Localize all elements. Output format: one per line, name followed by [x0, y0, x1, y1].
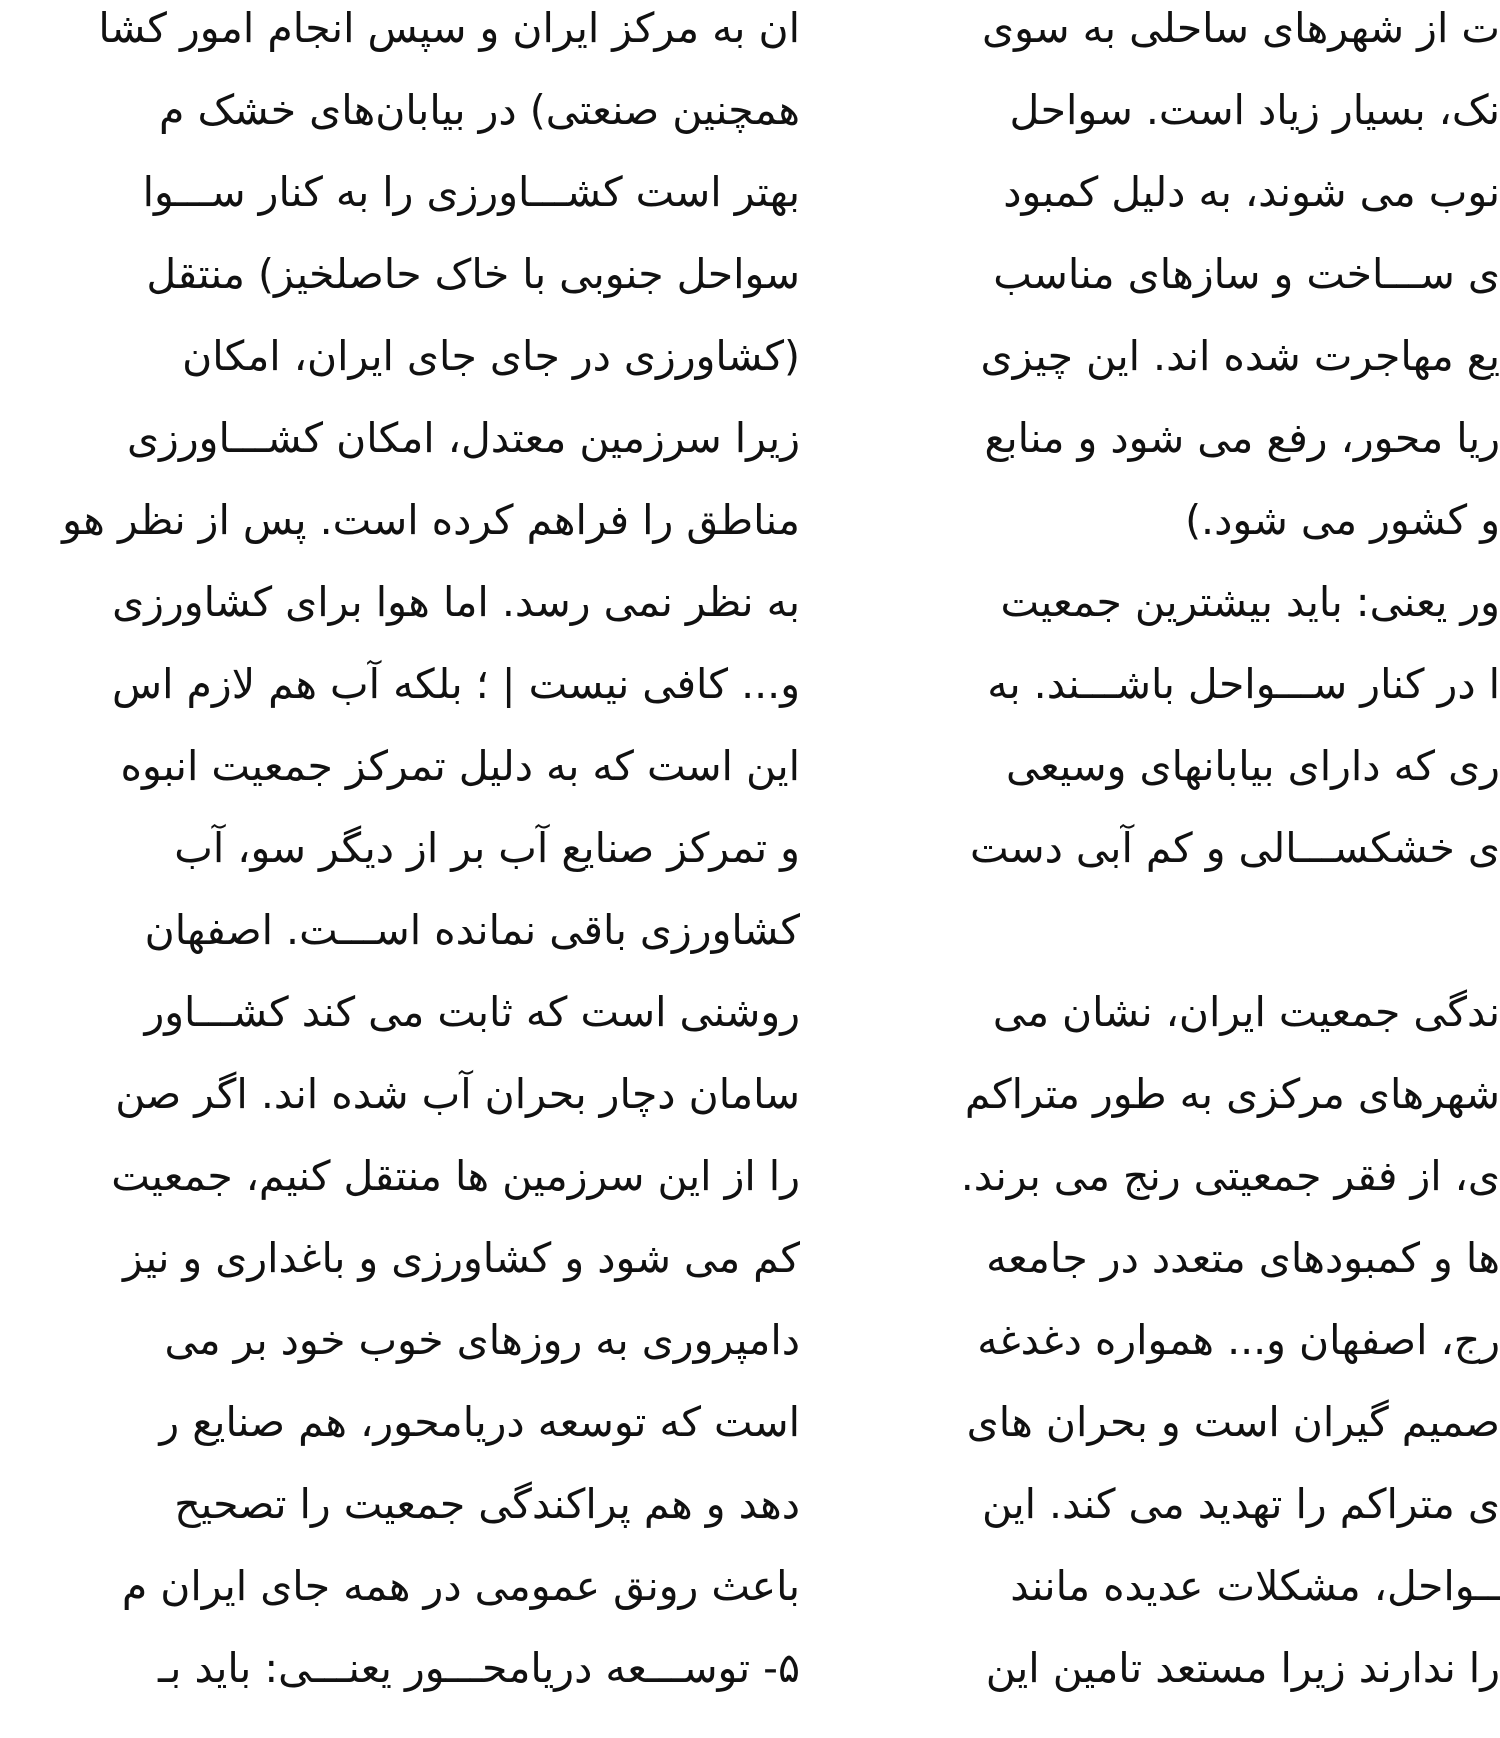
text-line: روشنی است که ثابت می کند کشـــاور	[144, 988, 800, 1036]
text-line: ی خشکســـالی و کم آبی دست	[969, 824, 1500, 872]
text-line: کم می شود و کشاورزی و باغداری و نیز	[122, 1234, 800, 1282]
text-line: بهتر است کشـــاورزی را به کنار ســـوا	[142, 168, 800, 216]
text-line: باعث رونق عمومی در همه جای ایران م	[121, 1562, 800, 1610]
text-line: ها و کمبودهای متعدد در جامعه	[986, 1234, 1500, 1282]
text-line: را ندارند زیرا مستعد تامین این	[985, 1644, 1500, 1692]
right-text-column	[890, 0, 1500, 1738]
text-line: ان به مرکز ایران و سپس انجام امور کشا	[98, 4, 800, 52]
text-line: ریا محور، رفع می شود و منابع	[984, 414, 1500, 462]
text-line: همچنین صنعتی) در بیابان‌های خشک م	[159, 86, 800, 134]
text-line: و تمرکز صنایع آب بر از دیگر سو، آب	[174, 824, 800, 872]
text-line: به نظر نمی رسد. اما هوا برای کشاورزی	[112, 578, 800, 626]
text-line: صمیم گیران است و بحران های	[966, 1398, 1500, 1446]
text-line: دهد و هم پراکندگی جمعیت را تصحیح	[174, 1480, 800, 1528]
text-line: ــواحل، مشکلات عدیده مانند	[1010, 1562, 1500, 1610]
text-line: سامان دچار بحران آب شده اند. اگر صن	[115, 1070, 800, 1118]
text-line: سواحل جنوبی با خاک حاصلخیز) منتقل	[146, 250, 800, 298]
text-line: مناطق را فراهم کرده است. پس از نظر هو	[62, 496, 800, 544]
text-line: (کشاورزی در جای جای ایران، امکان	[182, 332, 800, 380]
text-line: ا در کنار ســـواحل باشـــند. به	[987, 660, 1500, 708]
text-line: رج، اصفهان و... همواره دغدغه	[977, 1316, 1500, 1364]
text-line: یع مهاجرت شده اند. این چیزی	[980, 332, 1500, 380]
text-line: ۵- توســـعه دریامحـــور یعنـــی: باید بـ	[158, 1644, 800, 1692]
text-line: را از این سرزمین ها منتقل کنیم، جمعیت	[111, 1152, 800, 1200]
text-line: ندگی جمعیت ایران، نشان می	[992, 988, 1500, 1036]
text-line: کشاورزی باقی نمانده اســـت. اصفهان	[144, 906, 800, 954]
text-line: و... کافی نیست | ؛ بلکه آب هم لازم اس	[112, 660, 800, 708]
text-line: شهرهای مرکزی به طور متراکم	[964, 1070, 1500, 1118]
text-line: ی، از فقر جمعیتی رنج می برند.	[960, 1152, 1500, 1200]
text-line: دامپروری به روزهای خوب خود بر می	[164, 1316, 800, 1364]
text-line: ت از شهرهای ساحلی به سوی	[982, 4, 1500, 52]
text-line: ی متراکم را تهدید می کند. این	[982, 1480, 1500, 1528]
text-line: است که توسعه دریامحور، هم صنایع ر	[159, 1398, 800, 1446]
text-line: و کشور می شود.)	[1185, 496, 1500, 544]
text-line: ی ســـاخت و سازهای مناسب	[993, 250, 1500, 298]
text-line: زیرا سرزمین معتدل، امکان کشـــاورزی	[126, 414, 800, 462]
text-line: این است که به دلیل تمرکز جمعیت انبوه	[120, 742, 800, 790]
text-line: ری که دارای بیابانهای وسیعی	[1005, 742, 1500, 790]
text-line: نک، بسیار زیاد است. سواحل	[1009, 86, 1500, 134]
text-line: نوب می شوند، به دلیل کمبود	[1003, 168, 1500, 216]
text-line: ور یعنی: باید بیشترین جمعیت	[1000, 578, 1500, 626]
